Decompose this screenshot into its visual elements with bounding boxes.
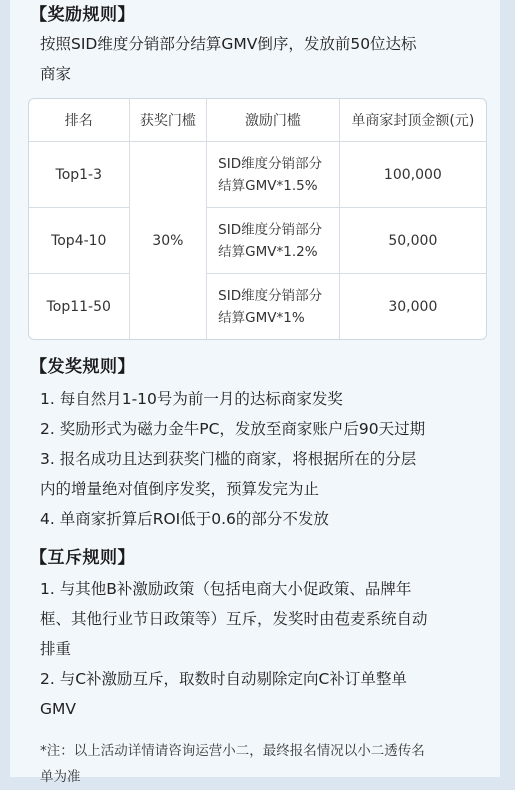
- reward-rules-section: [30, 4, 502, 89]
- cap-cell: 50,000: [340, 208, 486, 274]
- award-rule-line: 2. 奖励形式为磁力金牛PC，发放至商家账户后90天过期: [40, 420, 426, 438]
- incentive-cell: [207, 274, 340, 339]
- cap-cell: 30,000: [388, 298, 438, 315]
- incentive-cell: [207, 208, 340, 274]
- rank-cell: Top4-10: [29, 208, 130, 274]
- reward-rules-line-1: 按照SID维度分销部分结算GMV倒序，发放前50位达标: [40, 35, 417, 53]
- incentive-line-2: 结算GMV*1.5%: [218, 177, 318, 194]
- footnote-line-2: 单为准: [40, 769, 81, 785]
- exclusion-rules-heading: 【互斥规则】: [30, 548, 135, 568]
- table-header-rank: 排名: [29, 99, 130, 142]
- reward-table: [28, 98, 487, 340]
- table-header-incentive: 激励门槛: [207, 99, 340, 142]
- exclusion-rule-line: 2. 与C补激励互斥，取数时自动剔除定向C补订单整单: [40, 670, 407, 688]
- rank-cell: Top11-50: [29, 274, 130, 339]
- table-row: [29, 208, 486, 274]
- award-rules-section: [30, 355, 505, 534]
- incentive-cell: [207, 142, 340, 208]
- incentive-line-2: 结算GMV*1.2%: [218, 243, 318, 260]
- incentive-line-2: 结算GMV*1%: [218, 309, 305, 326]
- incentive-line-1: SID维度分销部分: [218, 155, 323, 172]
- rank-cell: Top1-3: [29, 142, 130, 208]
- exclusion-rules-section: [30, 545, 505, 724]
- exclusion-rule-line: 框、其他行业节日政策等）互斥，发奖时由苞麦系统自动: [40, 610, 428, 628]
- table-row: [29, 142, 486, 208]
- reward-rules-heading: 【奖励规则】: [30, 5, 135, 25]
- award-rules-heading: 【发奖规则】: [30, 357, 135, 377]
- award-rule-line: 3. 报名成功且达到获奖门槛的商家，将根据所在的分层: [40, 450, 417, 468]
- cap-cell: 100,000: [340, 142, 486, 208]
- exclusion-rule-line: GMV: [40, 700, 76, 718]
- award-rule-line: 内的增量绝对值倒序发奖，预算发完为止: [40, 480, 320, 498]
- table-header-threshold: 获奖门槛: [130, 99, 208, 142]
- table-row: [29, 274, 486, 339]
- award-rule-line: 4. 单商家折算后ROI低于0.6的部分不发放: [40, 510, 329, 528]
- exclusion-rule-line: 1. 与其他B补激励政策（包括电商大小促政策、品牌年: [40, 580, 412, 598]
- footnote: [40, 738, 490, 790]
- table-header-cap: 单商家封顶金额(元): [340, 99, 486, 142]
- award-rule-line: 1. 每自然月1-10号为前一月的达标商家发奖: [40, 390, 343, 408]
- threshold-cell: 30%: [130, 142, 208, 339]
- table-header-row: [29, 99, 486, 142]
- reward-rules-line-2: 商家: [40, 65, 72, 83]
- footnote-line-1: *注：以上活动详情请咨询运营小二，最终报名情况以小二透传名: [40, 743, 425, 759]
- incentive-line-1: SID维度分销部分: [218, 221, 323, 238]
- exclusion-rule-line: 排重: [40, 640, 72, 658]
- incentive-line-1: SID维度分销部分: [218, 287, 323, 304]
